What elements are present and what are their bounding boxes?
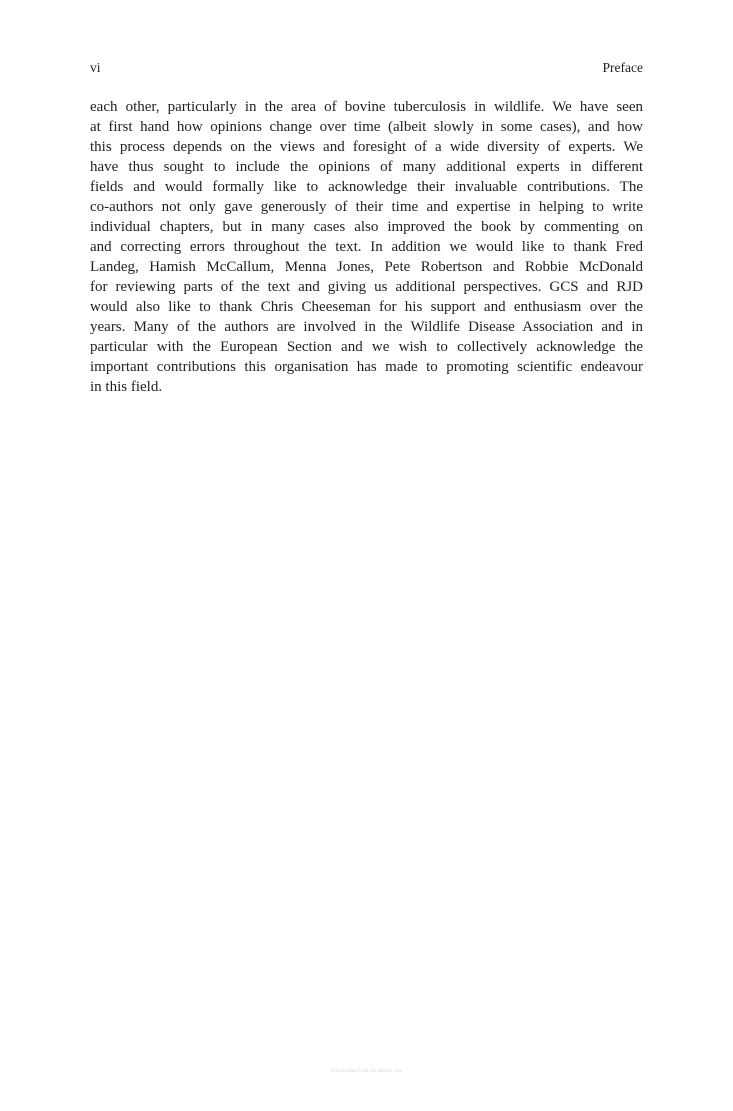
text-line: for reviewing parts of the text and giving us additional perspectives. GCS and RJD — [90, 279, 643, 295]
text-line: individual chapters, but in many cases also improved the book by commenting on — [90, 219, 643, 235]
text-line: and correcting errors throughout the text. In addition we would like to thank Fred — [90, 239, 643, 255]
text-line: have thus sought to include the opinions of many additional experts in different — [90, 159, 643, 175]
text-line: Landeg, Hamish McCallum, Menna Jones, Pete Robertson and Robbie McDonald — [90, 259, 643, 275]
text-line: this process depends on the views and foresight of a wide diversity of experts. We — [90, 139, 643, 155]
text-line: years. Many of the authors are involved in the Wildlife Disease Association and in — [90, 319, 643, 335]
text-line: fields and would formally like to acknowledge their invaluable contributions. The — [90, 179, 643, 195]
text-line: particular with the European Section and we wish to collectively acknowledge the — [90, 339, 643, 355]
text-line: important contributions this organisation has made to promoting scientific endeavour — [90, 359, 643, 375]
text-line: co-authors not only gave generously of their time and expertise in helping to write — [90, 199, 643, 215]
text-line: would also like to thank Chris Cheeseman for his support and enthusiasm over the — [90, 299, 643, 315]
running-title: Preface — [602, 60, 643, 75]
page-number: vi — [90, 60, 101, 75]
text-line: each other, particularly in the area of bovine tuberculosis in wildlife. We have seen — [90, 99, 643, 115]
running-head — [90, 59, 643, 77]
body-paragraph — [90, 97, 643, 397]
text-line: at first hand how opinions change over time (albeit slowly in some cases), and how — [90, 119, 643, 135]
download-watermark: Downloaded From Ori-ebooks.com — [330, 1069, 403, 1074]
text-line: in this field. — [90, 379, 163, 395]
